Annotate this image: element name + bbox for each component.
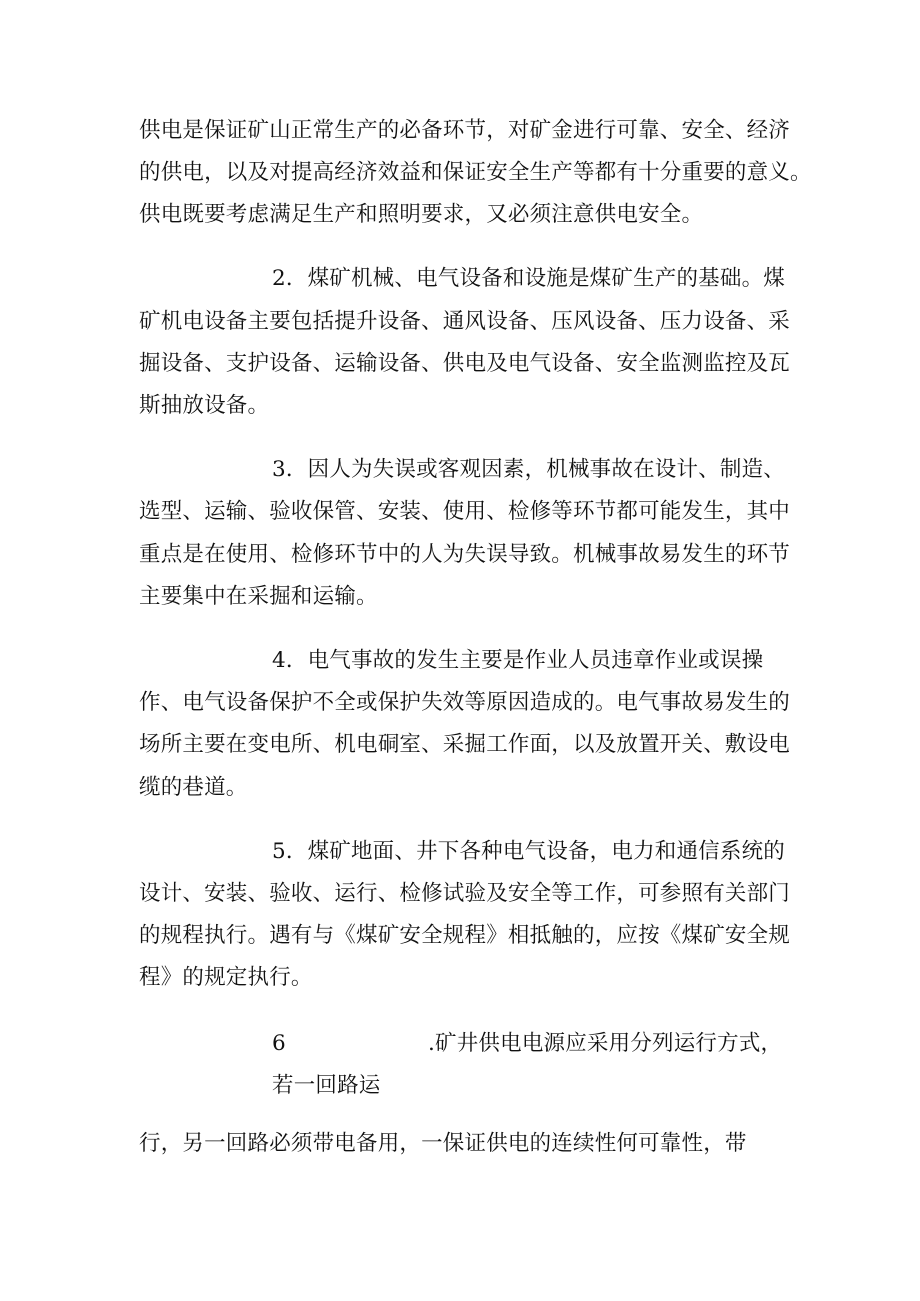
paragraph-2-first-line: 2．煤矿机械、电气设备和设施是煤矿生产的基础。煤 [272,266,785,291]
text-line: 供电是保证矿山正常生产的必备环节，对矿金进行可靠、安全、经济 [139,118,791,143]
text-line: 场所主要在变电所、机电硐室、采掘工作面，以及放置开关、敷设电 [139,732,791,757]
text-line: 重点是在使用、检修环节中的人为失误导致。机械事故易发生的环节 [139,542,791,567]
text-line: 选型、运输、验收保管、安装、使用、检修等环节都可能发生，其中 [139,499,791,524]
text-line: 程》的规定执行。 [139,965,313,990]
text-line: 的规程执行。遇有与《煤矿安全规程》相抵触的，应按《煤矿安全规 [139,923,791,948]
paragraph-5-first-line: 5．煤矿地面、井下各种电气设备，电力和通信系统的 [272,839,785,864]
text-line: 主要集中在采掘和运输。 [139,584,378,609]
text-line: 行，另一回路必须带电备用，一保证供电的连续性何可靠性，带 [139,1131,747,1156]
paragraph-6-number: 6 [272,1031,286,1056]
text-line: 的供电，以及对提高经济效益和保证安全生产等都有十分重要的意义。 [139,160,812,185]
text-line: 供电既要考虑满足生产和照明要求，又必须注意供电安全。 [139,202,704,227]
paragraph-4-first-line: 4．电气事故的发生主要是作业人员违章作业或误操 [272,648,764,673]
text-line: 设计、安装、验收、运行、检修试验及安全等工作，可参照有关部门 [139,881,791,906]
text-line: 斯抽放设备。 [139,393,270,418]
text-line: 矿机电设备主要包括提升设备、通风设备、压风设备、压力设备、采 [139,309,791,334]
paragraph-6-first-line: .矿井供电电源应采用分列运行方式， [428,1031,783,1056]
text-line: 缆的巷道。 [139,775,248,800]
paragraph-6-wrapped-line: 若一回路运 [272,1073,381,1098]
text-line: 掘设备、支护设备、运输设备、供电及电气设备、安全监测监控及瓦 [139,351,791,376]
paragraph-3-first-line: 3．因人为失误或客观因素，机械事故在设计、制造、 [272,457,785,482]
text-line: 作、电气设备保护不全或保护失效等原因造成的。电气事故易发生的 [139,690,791,715]
